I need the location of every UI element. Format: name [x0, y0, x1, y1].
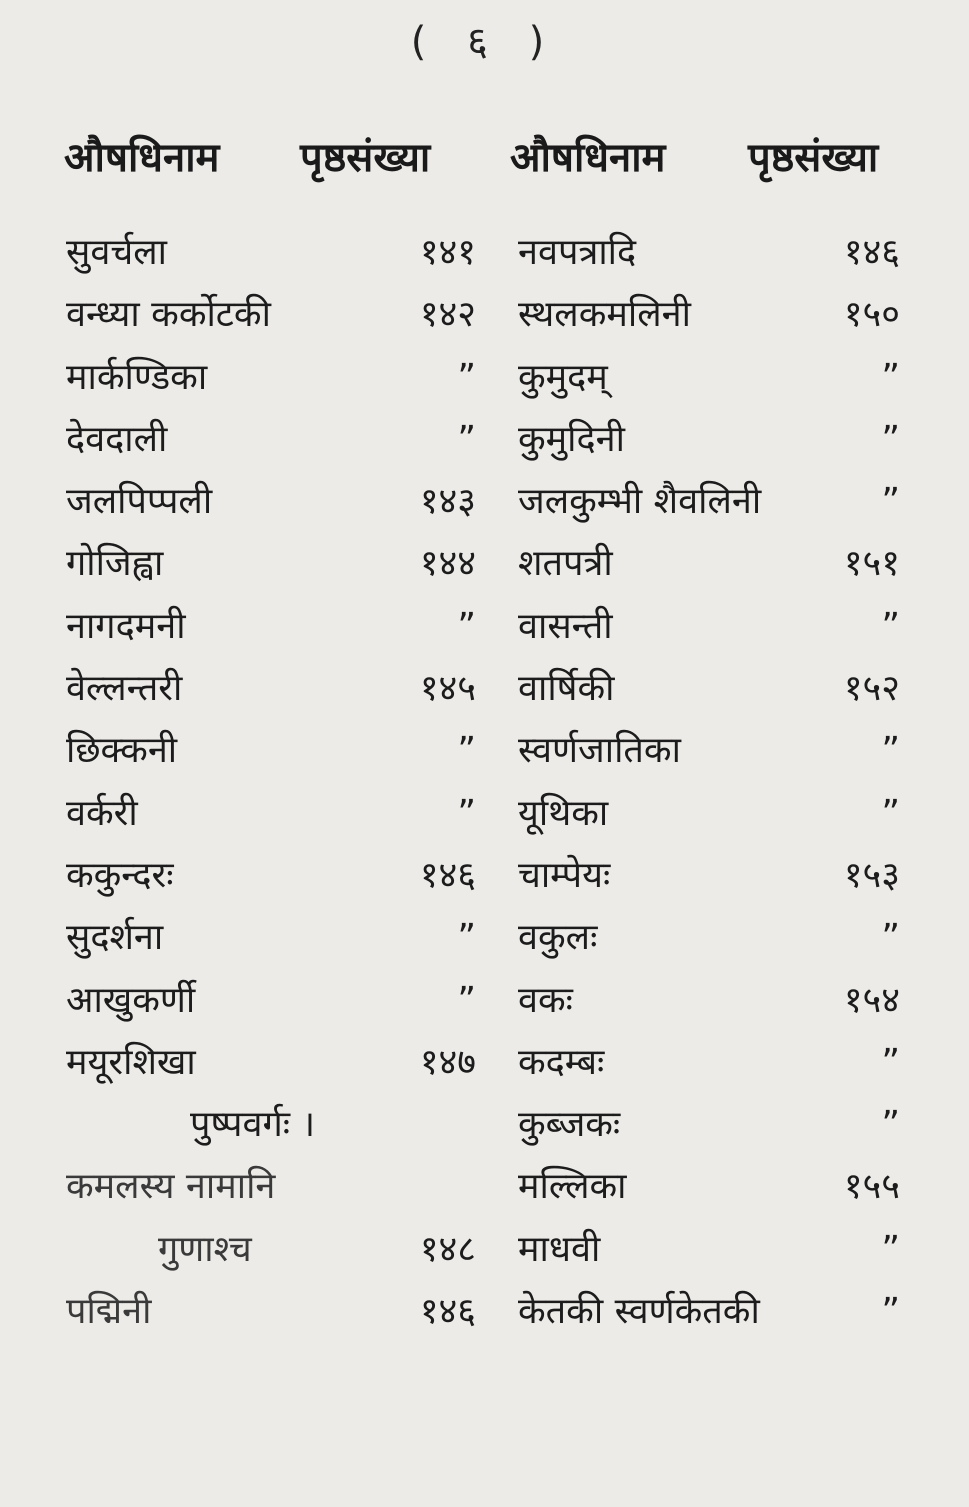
left-page-number: ” [457, 979, 476, 1021]
right-page-number: ” [881, 1228, 900, 1270]
table-row [0, 783, 969, 845]
table-row [0, 533, 969, 595]
right-herb-name: वकुलः [518, 917, 598, 959]
section-heading: पुष्पवर्गः । [190, 1104, 316, 1146]
header-herb-name-left: औषधिनाम [64, 135, 220, 181]
table-row [0, 658, 969, 720]
left-herb-name: कमलस्य नामानि [66, 1166, 276, 1208]
right-page-number: १५१ [843, 543, 900, 585]
right-herb-name: स्वर्णजातिका [518, 730, 681, 772]
right-page-number: ” [881, 730, 900, 772]
left-herb-name: वर्करी [66, 792, 138, 834]
right-herb-name: शतपत्री [518, 543, 613, 585]
right-herb-name: माधवी [518, 1228, 601, 1270]
right-page-number: ” [881, 1041, 900, 1083]
right-herb-name: वार्षिकी [518, 668, 615, 710]
left-page-number: १४४ [419, 543, 476, 585]
table-row [0, 347, 969, 409]
right-page-number: ” [881, 792, 900, 834]
right-herb-name: केतकी स्वर्णकेतकी [518, 1291, 760, 1333]
right-herb-name: वासन्ती [518, 605, 613, 647]
header-page-number-left: पृष्ठसंख्या [300, 135, 431, 181]
right-herb-name: वकः [518, 979, 573, 1021]
left-herb-name: सुवर्चला [66, 232, 167, 273]
left-herb-name: वेल्लन्तरी [66, 668, 183, 710]
left-page-number: १४१ [419, 232, 476, 273]
header-page-number-right: पृष्ठसंख्या [748, 135, 879, 181]
left-herb-name: पद्मिनी [66, 1291, 152, 1333]
right-page-number: १५२ [843, 668, 900, 710]
right-herb-name: यूथिका [518, 792, 609, 834]
table-row [0, 720, 969, 782]
left-page-number: १४५ [419, 668, 476, 710]
page-number: ( ६ ) [410, 19, 559, 65]
table-row [0, 596, 969, 658]
table-row [0, 907, 969, 969]
right-herb-name: कुमुदम् [518, 356, 608, 398]
table-row [0, 1219, 969, 1281]
table-row [0, 409, 969, 471]
table-row [0, 1032, 969, 1094]
right-page-number: १५४ [843, 979, 900, 1021]
right-herb-name: मल्लिका [518, 1166, 627, 1208]
right-herb-name: जलकुम्भी शैवलिनी [518, 481, 762, 523]
right-page-number: ” [881, 1104, 900, 1146]
index-table [0, 222, 969, 1343]
left-page-number: ” [457, 917, 476, 959]
left-herb-name: सुदर्शना [66, 917, 164, 959]
left-page-number: ” [457, 605, 476, 647]
left-herb-name: ककुन्दरः [66, 854, 174, 896]
right-herb-name: कदम्बः [518, 1041, 605, 1083]
right-herb-name: चाम्पेयः [518, 854, 611, 896]
left-page-number: १४२ [419, 294, 476, 336]
table-row [0, 471, 969, 533]
right-page-number: ” [881, 605, 900, 647]
left-page-number: १४३ [419, 481, 476, 523]
table-row [0, 284, 969, 346]
right-herb-name: कुब्जकः [518, 1104, 621, 1146]
left-page-number: ” [457, 418, 476, 460]
right-page-number: ” [881, 418, 900, 460]
right-page-number: ” [881, 356, 900, 398]
left-page-number: ” [457, 792, 476, 834]
right-page-number: १४६ [843, 232, 900, 273]
left-herb-name: मयूरशिखा [66, 1041, 196, 1083]
right-page-number: १५३ [843, 854, 900, 896]
left-herb-name: नागदमनी [66, 605, 186, 647]
left-herb-name: गुणाश्च [158, 1228, 252, 1270]
left-page-number: ” [457, 356, 476, 398]
right-page-number: ” [881, 917, 900, 959]
left-herb-name: जलपिप्पली [66, 481, 213, 523]
table-header [64, 128, 904, 188]
right-page-number: १५५ [843, 1166, 900, 1208]
left-herb-name: आखुकर्णी [66, 979, 196, 1021]
right-page-number: ” [881, 1291, 900, 1333]
table-row [0, 1094, 969, 1156]
left-herb-name: वन्ध्या कर्कोटकी [66, 294, 271, 336]
table-row [0, 1156, 969, 1218]
left-herb-name: देवदाली [66, 418, 168, 460]
left-herb-name: छिक्कनी [66, 730, 178, 772]
left-page-number: १४६ [419, 854, 476, 896]
right-page-number: १५० [843, 294, 900, 336]
right-herb-name: कुमुदिनी [518, 418, 625, 460]
left-herb-name: गोजिह्वा [66, 543, 164, 585]
table-row [0, 970, 969, 1032]
left-page-number: ” [457, 730, 476, 772]
left-page-number: १४६ [419, 1291, 476, 1333]
left-herb-name: मार्कण्डिका [66, 356, 208, 398]
right-herb-name: स्थलकमलिनी [518, 294, 691, 336]
right-page-number: ” [881, 481, 900, 523]
left-page-number: १४७ [419, 1041, 476, 1083]
table-row [0, 1281, 969, 1343]
header-herb-name-right: औषधिनाम [510, 135, 666, 181]
right-herb-name: नवपत्रादि [518, 232, 637, 273]
table-row [0, 845, 969, 907]
table-row [0, 222, 969, 284]
left-page-number: १४८ [419, 1228, 476, 1270]
